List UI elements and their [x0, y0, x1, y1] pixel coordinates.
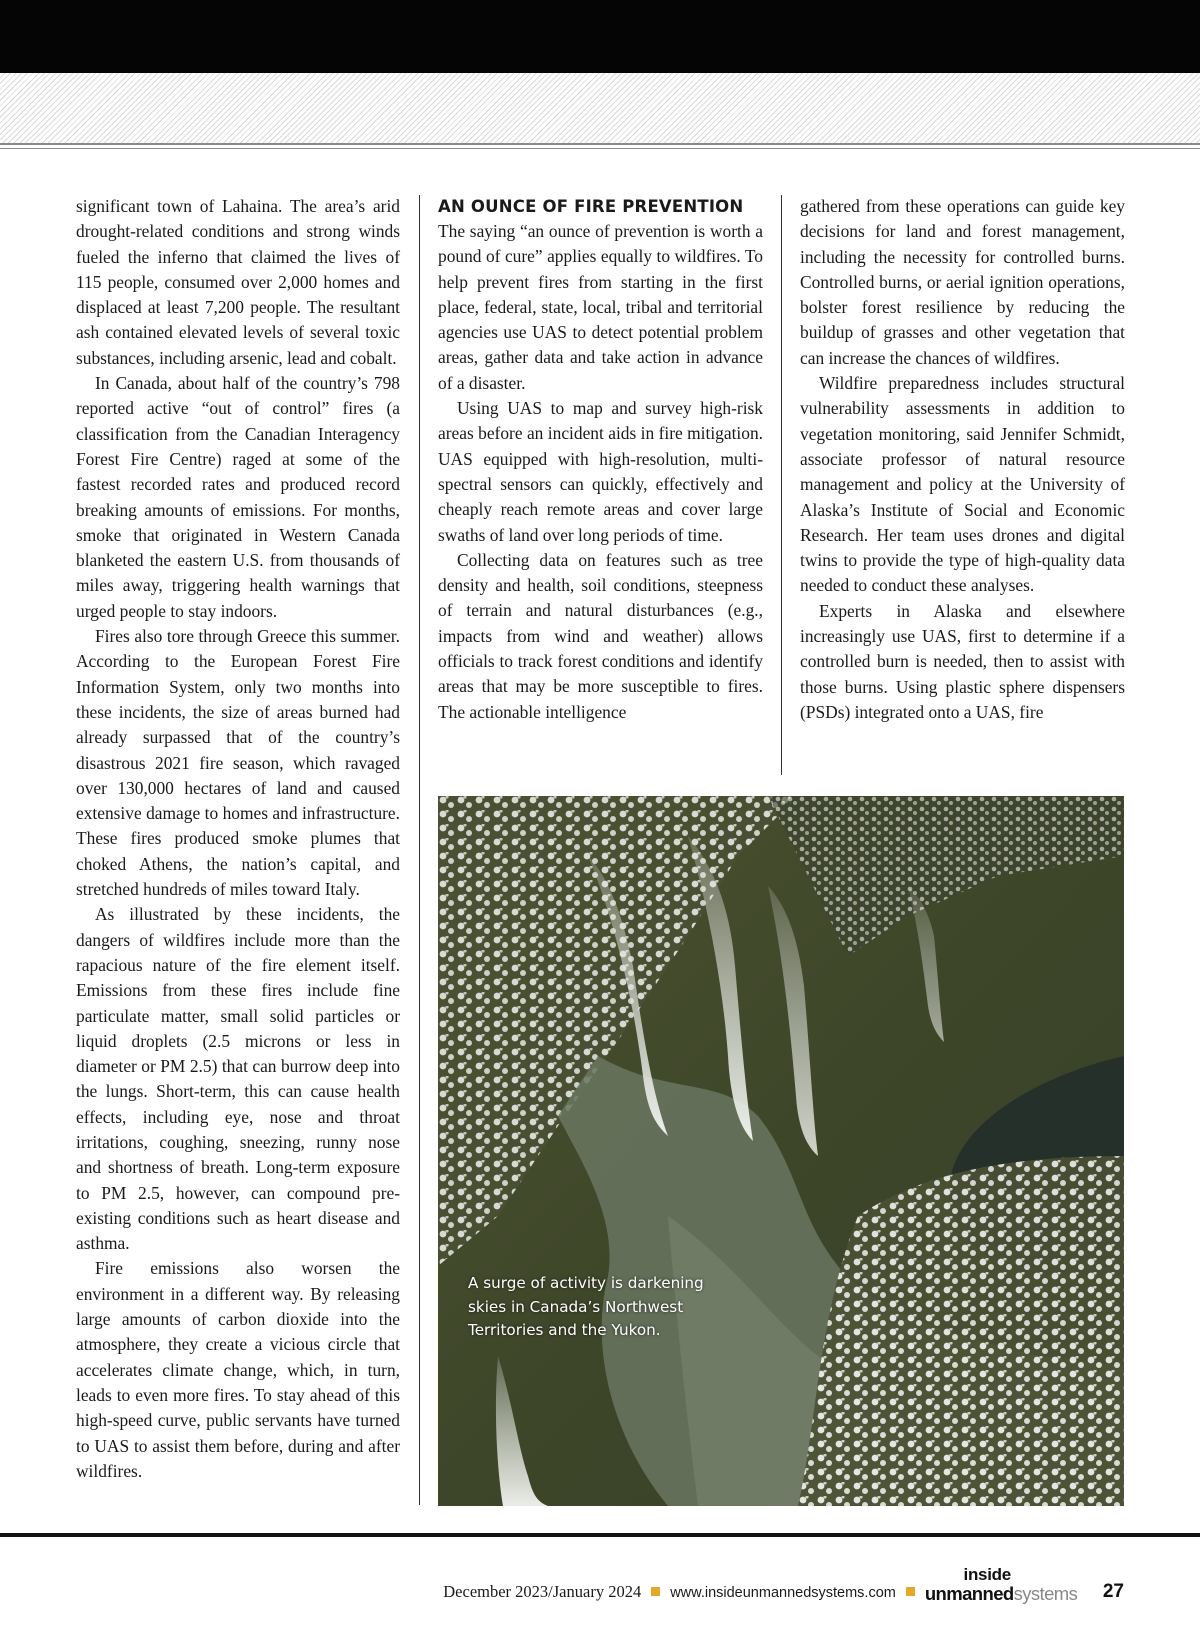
paragraph: Collecting data on features such as tree density and health, soil conditions, steepness of terrain and natural disturbances (e.g., impacts from wind and weather) allows officials to track forest conditions and identify areas that may be more susceptible to fires. The actionable intelligence: [438, 549, 763, 722]
satellite-photo: [438, 796, 1124, 1506]
logo-word-inside: inside: [963, 1565, 1011, 1584]
paragraph: The saying “an ounce of prevention is worth a pound of cure” applies equally to wildfires. To help prevent fires from starting in the first place, federal, state, local, tribal and territorial agencies use UAS to detect potential problem areas, gather data and take action in advance of a disaster.: [438, 221, 763, 393]
article-column-2: [438, 194, 763, 725]
website-url[interactable]: www.insideunmannedsystems.com: [670, 1585, 896, 1601]
page-footer: [443, 1565, 1124, 1605]
paragraph: Using UAS to map and survey high-risk areas before an incident aids in fire mitigation. UAS equipped with high-resolution, multi-spectral sensors can quickly, effectively and cheaply reach remote areas and cover large swaths of land over long periods of time.: [438, 398, 763, 545]
issue-date: December 2023/January 2024: [443, 1582, 642, 1601]
paragraph: Fires also tore through Greece this summer. According to the European Forest Fire Information System, only two months into these incidents, the size of areas burned had already surpassed that of the country’s disastrous 2021 fire season, which ravaged over 130,000 hectares of land and caused extensive damage to homes and infrastructure. These fires produced smoke plumes that choked Athens, the nation’s capital, and stretched hundreds of miles toward Italy.: [76, 626, 400, 900]
magazine-logo: [925, 1567, 1093, 1605]
header-rule: [0, 143, 1200, 145]
column-divider: [419, 195, 420, 1505]
bullet-square-icon: [651, 1587, 660, 1596]
paragraph: As illustrated by these incidents, the dangers of wildfires include more than the rapacious nature of the fire element itself. Emissions from these fires include fine particulate matter, small solid particles or liquid droplets (2.5 microns or less in diameter or PM 2.5) that can burrow deep into the lungs. Short-term, this can cause health effects, including eye, nose and throat irritations, coughing, sneezing, runny nose and shortness of breath. Long-term exposure to PM 2.5, however, can compound pre-existing conditions such as heart disease and asthma.: [76, 904, 400, 1254]
logo-wordmark: [925, 1583, 1077, 1605]
footer-rule: [0, 1533, 1200, 1537]
paragraph: gathered from these operations can guide key decisions for land and forest management, including the necessity for controlled burns. Controlled burns, or aerial ignition operations, bolster forest resilience by reducing the buildup of grasses and other vegetation that can increase the chances of wildfires.: [800, 196, 1125, 368]
logo-word-unmanned: unmanned: [924, 1583, 1014, 1604]
top-black-banner: [0, 0, 1200, 73]
header-rule-thin: [0, 148, 1200, 149]
bullet-square-icon: [906, 1587, 915, 1596]
article-column-3: [800, 194, 1125, 725]
paragraph: Fire emissions also worsen the environment in a different way. By releasing large amounts of carbon dioxide into the atmosphere, they create a vicious circle that accelerates climate change, which, in turn, leads to even more fires. To stay ahead of this high-speed curve, public servants have turned to UAS to assist them before, during and after wildfires.: [76, 1258, 400, 1481]
hatched-header-band: [0, 73, 1200, 143]
paragraph: Experts in Alaska and elsewhere increasingly use UAS, first to determine if a controlled burn is needed, then to assist with those burns. Using plastic sphere dispensers (PSDs) integrated onto a UAS, fire: [800, 600, 1125, 722]
logo-word-systems: systems: [1013, 1583, 1078, 1604]
paragraph: In Canada, about half of the country’s 798 reported active “out of control” fires (a classification from the Canadian Interagency Forest Fire Centre) raged at some of the fastest recorded rates and produced record breaking amounts of emissions. For months, smoke that originated in Western Canada blanketed the eastern U.S. from thousands of miles away, triggering health warnings that urged people to stay indoors.: [76, 373, 400, 621]
column-divider: [781, 195, 782, 775]
section-heading: AN OUNCE OF FIRE PREVENTION: [438, 197, 744, 216]
page-number: 27: [1102, 1581, 1124, 1602]
paragraph: Wildfire preparedness includes structural vulnerability assessments in addition to vegetation monitoring, said Jennifer Schmidt, associate professor of natural resource management and policy at the University of Alaska’s Institute of Social and Economic Research. Her team uses drones and digital twins to provide the type of high-quality data needed to conduct these analyses.: [800, 373, 1125, 596]
paragraph: significant town of Lahaina. The area’s arid drought-related conditions and strong winds fueled the inferno that claimed the lives of 115 people, consumed over 2,000 homes and displaced at least 7,200 people. The resultant ash contained elevated levels of several toxic substances, including arsenic, lead and cobalt.: [76, 196, 400, 368]
article-column-1: [76, 194, 400, 1484]
photo-caption: A surge of activity is darkening skies in Canada’s Northwest Territories and the Yukon.: [468, 1274, 704, 1339]
